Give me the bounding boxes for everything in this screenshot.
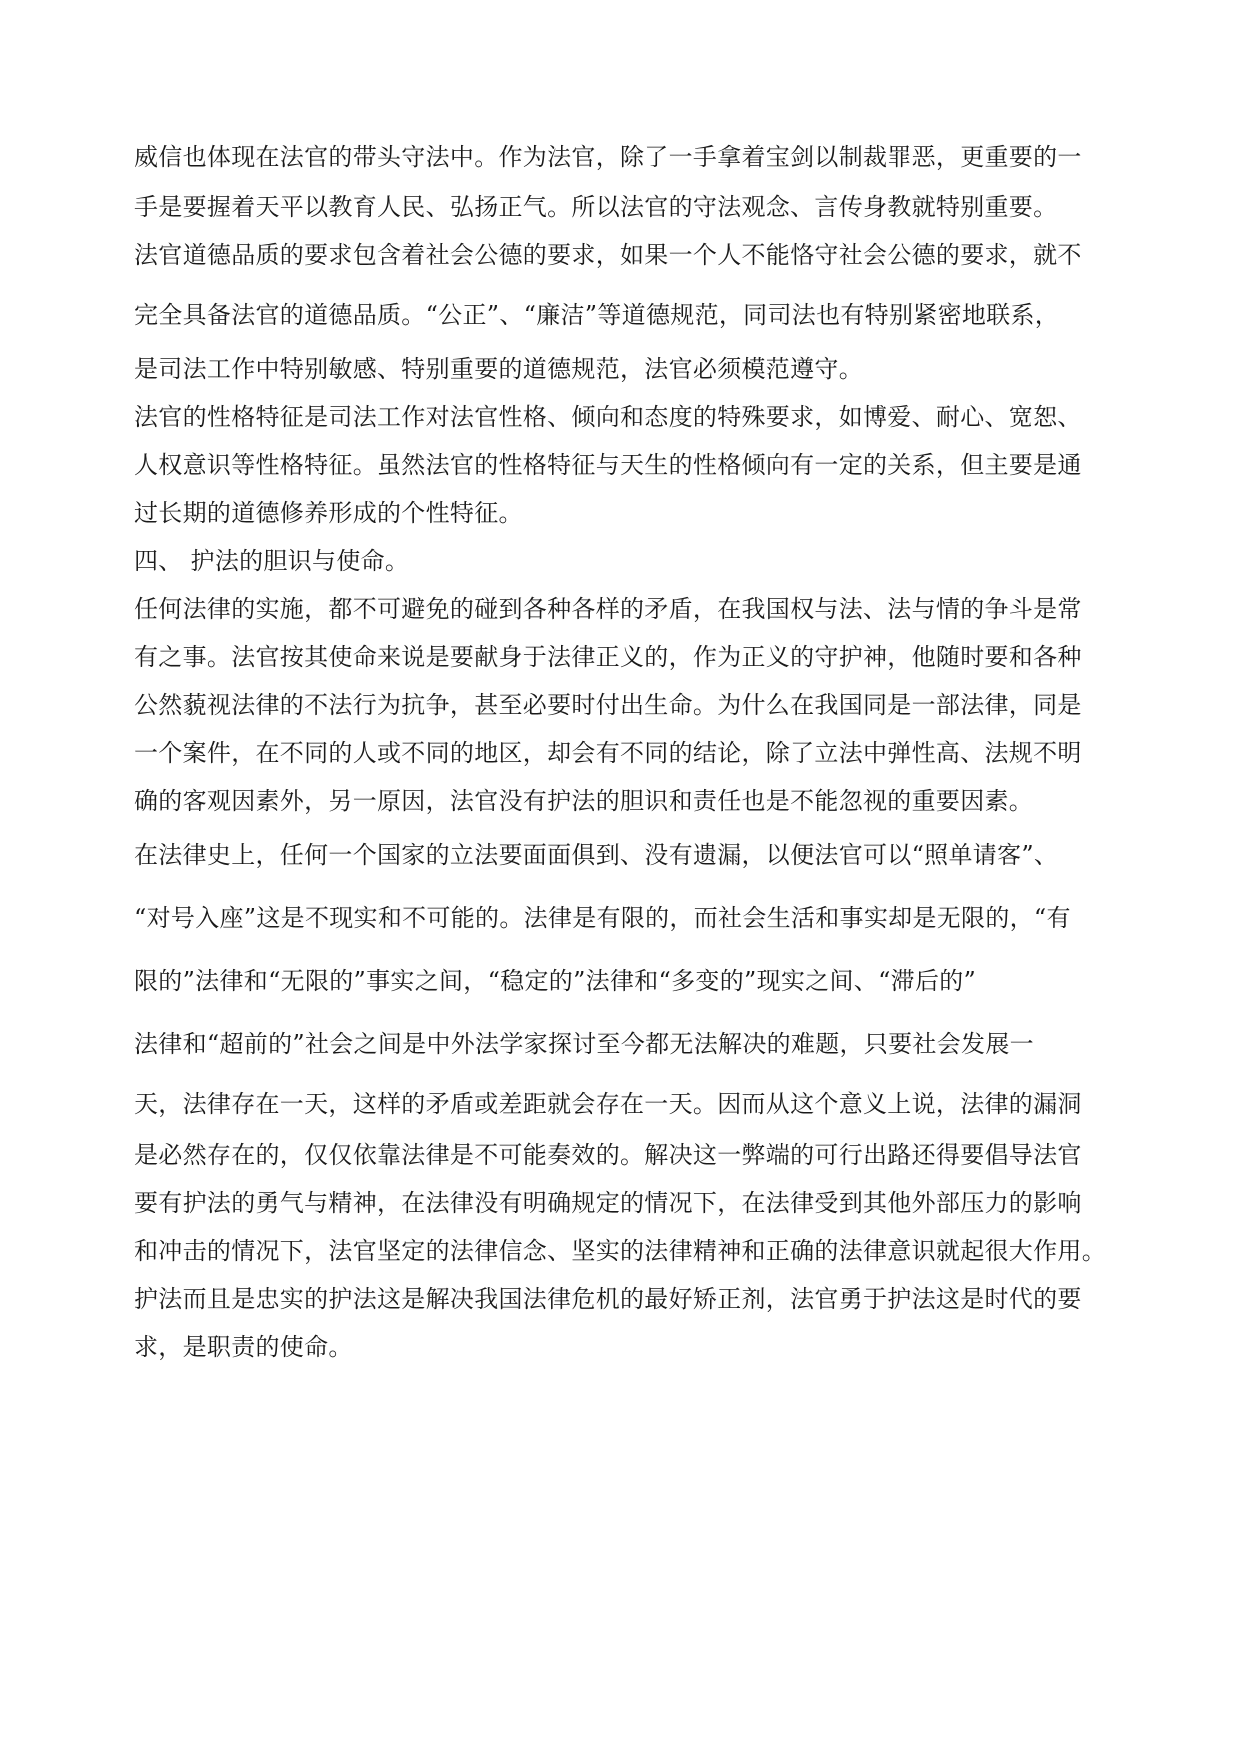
text-line: 完全具备法官的道德品质。“公正”、“廉洁”等道德规范，同司法也有特别紧密地联系， [134,301,1060,329]
text-line: 要有护法的勇气与精神，在法律没有明确规定的情况下，在法律受到其他外部压力的影响 [134,1189,1082,1217]
text-line: 在法律史上，任何一个国家的立法要面面俱到、没有遗漏，以便法官可以“照单请客”、 [134,841,1059,869]
text-line: 有之事。法官按其使命来说是要献身于法律正义的，作为正义的守护神，他随时要和各种 [134,643,1082,671]
text-line: 是司法工作中特别敏感、特别重要的道德规范，法官必须模范遵守。 [134,355,863,383]
text-line: 求，是职责的使命。 [134,1333,353,1361]
text-line: 一个案件，在不同的人或不同的地区，却会有不同的结论，除了立法中弹性高、法规不明 [134,739,1082,767]
text-line: 法官的性格特征是司法工作对法官性格、倾向和态度的特殊要求，如博爱、耐心、宽恕、 [134,403,1082,431]
text-line: 和冲击的情况下，法官坚定的法律信念、坚实的法律精神和正确的法律意识就起很大作用。 [134,1237,1106,1265]
section-heading: 四、 护法的胆识与使命。 [134,547,410,575]
text-line: 任何法律的实施，都不可避免的碰到各种各样的矛盾，在我国权与法、法与情的争斗是常 [134,595,1082,623]
text-line: 天，法律存在一天，这样的矛盾或差距就会存在一天。因而从这个意义上说，法律的漏洞 [134,1090,1082,1118]
text-line: 法律和“超前的”社会之间是中外法学家探讨至今都无法解决的难题，只要社会发展一 [134,1030,1034,1058]
text-line: 是必然存在的，仅仅依靠法律是不可能奏效的。解决这一弊端的可行出路还得要倡导法官 [134,1141,1082,1169]
text-line: 护法而且是忠实的护法这是解决我国法律危机的最好矫正剂，法官勇于护法这是时代的要 [134,1285,1082,1313]
text-line: 威信也体现在法官的带头守法中。作为法官，除了一手拿着宝剑以制裁罪恶，更重要的一 [134,143,1082,171]
text-line: 法官道德品质的要求包含着社会公德的要求，如果一个人不能恪守社会公德的要求，就不 [134,241,1082,269]
text-line: 人权意识等性格特征。虽然法官的性格特征与天生的性格倾向有一定的关系，但主要是通 [134,451,1082,479]
text-line: 确的客观因素外，另一原因，法官没有护法的胆识和责任也是不能忽视的重要因素。 [134,787,1034,815]
text-line: 公然藐视法律的不法行为抗争，甚至必要时付出生命。为什么在我国同是一部法律，同是 [134,691,1082,719]
text-line: “对号入座”这是不现实和不可能的。法律是有限的，而社会生活和事实却是无限的，“有 [134,904,1071,932]
text-line: 限的”法律和“无限的”事实之间，“稳定的”法律和“多变的”现实之间、“滞后的” [134,967,977,995]
text-line: 手是要握着天平以教育人民、弘扬正气。所以法官的守法观念、言传身教就特别重要。 [134,193,1058,221]
text-line: 过长期的道德修养形成的个性特征。 [134,499,523,527]
